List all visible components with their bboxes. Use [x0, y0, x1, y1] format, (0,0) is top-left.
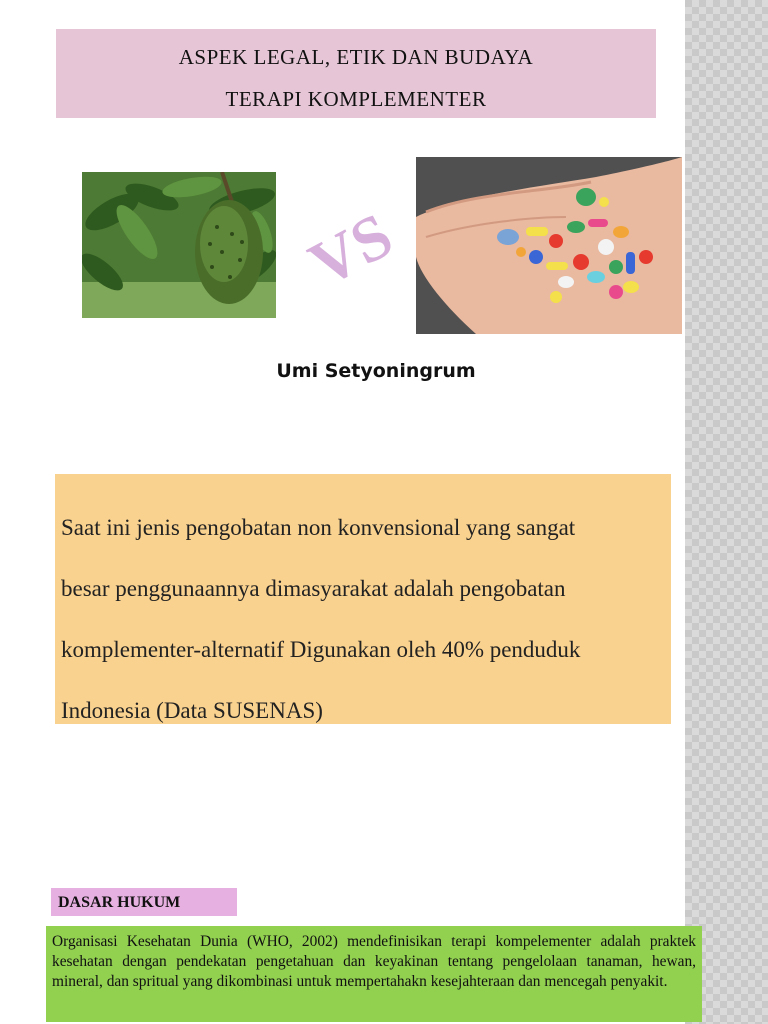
pills-hand-image [416, 157, 682, 334]
title-line-2: TERAPI KOMPLEMENTER [225, 87, 487, 111]
author-name: Umi Setyoningrum [276, 360, 476, 382]
intro-line: besar penggunaannya dimasyarakat adalah pengobatan [61, 576, 566, 601]
side-pattern-strip [685, 0, 768, 1024]
intro-line: Indonesia (Data SUSENAS) [61, 698, 323, 723]
intro-box [55, 474, 671, 724]
intro-text [61, 497, 661, 741]
intro-line: komplementer-alternatif Digunakan oleh 40% penduduk [61, 637, 581, 662]
section-heading: DASAR HUKUM [51, 888, 237, 916]
section-body: Organisasi Kesehatan Dunia (WHO, 2002) mendefinisikan terapi kompelementer adalah praktek kesehatan dengan pendekatan pengetahuan dan keyakinan tentang pengelolaan tanaman, hewan, mineral, dan spritual yang dikombinasi untuk mempertahakn kesejahteraan dan mencegah penyakit. [46, 926, 702, 1022]
vs-label: VS [297, 199, 404, 301]
intro-line: Saat ini jenis pengobatan non konvensional yang sangat [61, 515, 576, 540]
soursop-fruit-image [82, 172, 276, 318]
title-box [56, 29, 656, 118]
title-line-1: ASPEK LEGAL, ETIK DAN BUDAYA [178, 45, 534, 69]
